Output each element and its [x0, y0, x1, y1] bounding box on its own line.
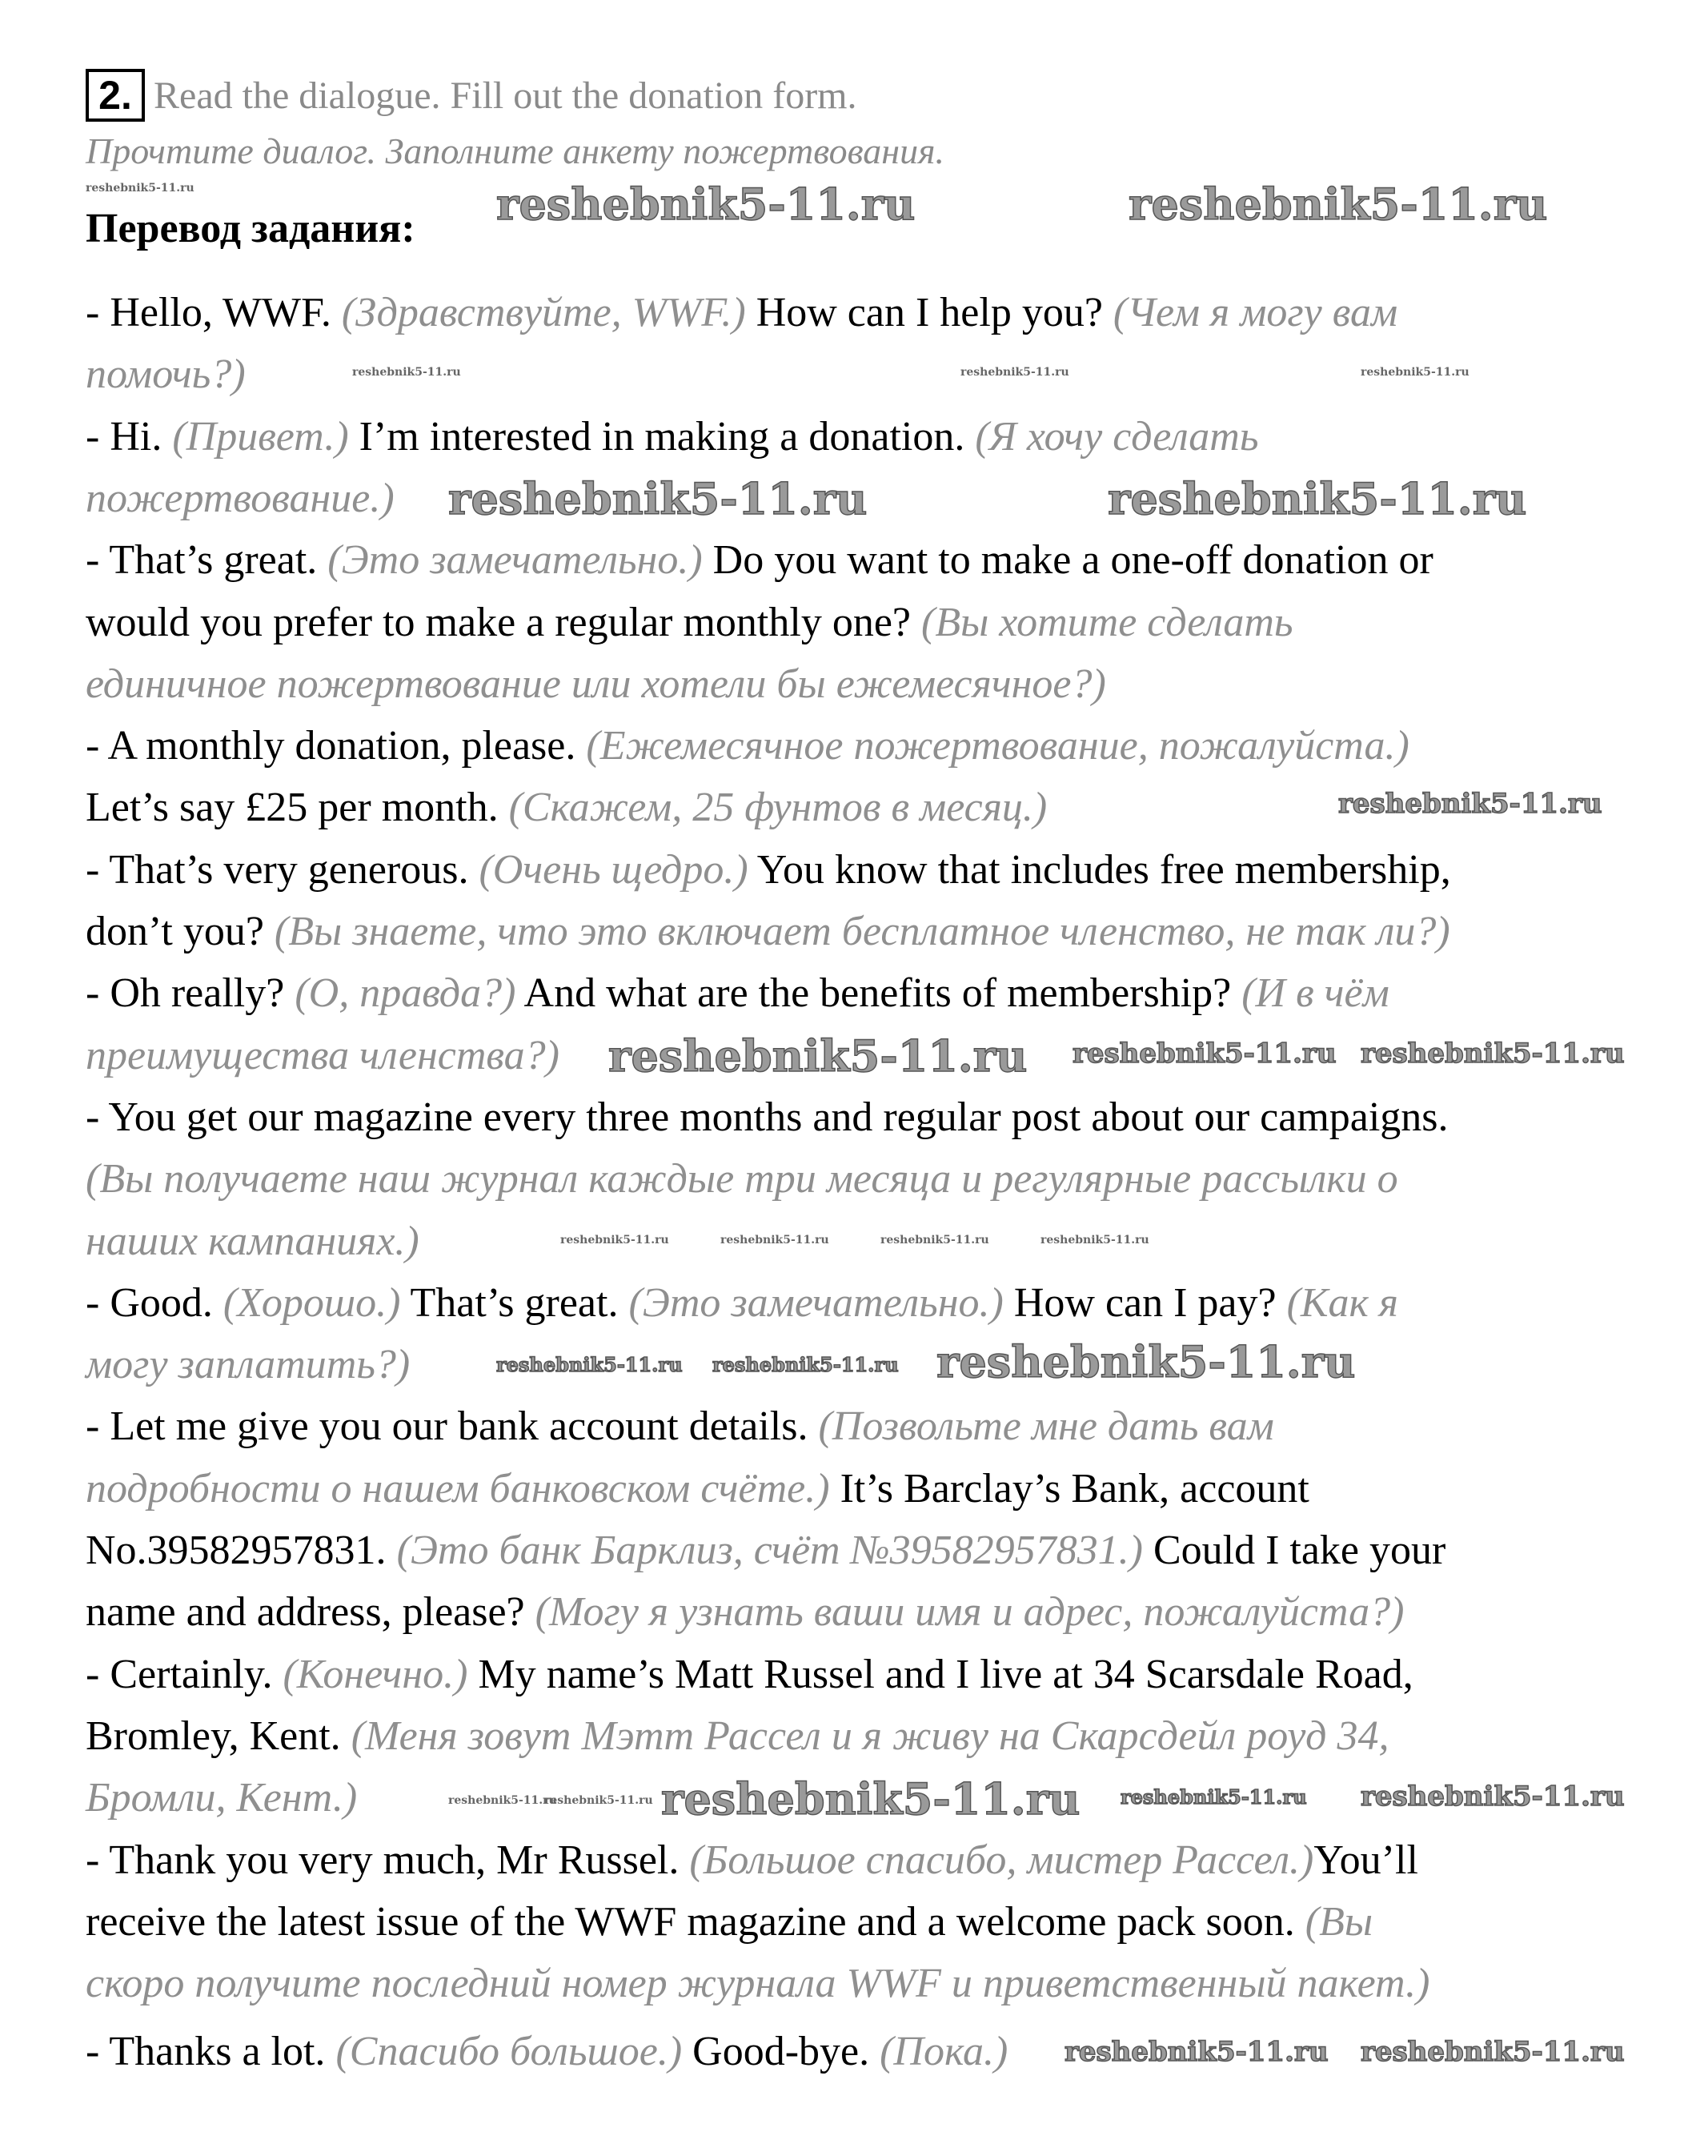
russian-translation: (Большое спасибо, мистер Рассел.) — [689, 1837, 1314, 1883]
dialogue-line — [86, 1031, 559, 1081]
russian-translation: (И в чём — [1241, 970, 1389, 1017]
english-text: - Let me give you our bank account details. — [86, 1403, 819, 1450]
russian-translation: (Конечно.) — [283, 1651, 468, 1697]
task-instruction-ru: Прочтите диалог. Заполните анкету пожертвования. — [86, 130, 944, 171]
dialogue-line — [86, 783, 1047, 833]
english-text: That’s great. — [400, 1279, 629, 1326]
russian-translation: (Это банк Барклиз, счёт №39582957831.) — [396, 1528, 1143, 1573]
russian-translation: (Вы знаете, что это включает бесплатное членство, не так ли?) — [274, 909, 1450, 954]
dialogue-line — [86, 1588, 1404, 1637]
watermark: reshebnik5-11.ru — [1108, 473, 1527, 524]
watermark: reshebnik5-11.ru — [1040, 1234, 1149, 1247]
english-text: - Oh really? — [86, 970, 295, 1017]
dialogue-line — [86, 1154, 1398, 1204]
dialogue-line — [86, 1959, 1429, 2009]
russian-translation: Бромли, Кент.) — [86, 1775, 358, 1821]
english-text: How can I help you? — [745, 290, 1113, 335]
dialogue-line — [86, 1464, 1309, 1514]
english-text: How can I pay? — [1003, 1279, 1287, 1326]
dialogue-line — [86, 721, 1409, 771]
english-text: name and address, please? — [86, 1589, 535, 1636]
english-text: would you prefer to make a regular monthly one? — [86, 599, 921, 645]
english-text: - You get our magazine every three months and regular post about our campaigns. — [86, 1094, 1449, 1140]
russian-translation: (Хорошо.) — [223, 1279, 401, 1326]
english-text: It’s Barclay’s Bank, account — [829, 1465, 1309, 1512]
russian-translation: наших кампаниях.) — [86, 1218, 419, 1264]
watermark: reshebnik5-11.ru — [1361, 2036, 1625, 2068]
dialogue-line — [86, 660, 1106, 709]
watermark: reshebnik5-11.ru — [936, 1336, 1356, 1387]
english-text: - Good. — [86, 1279, 223, 1326]
watermark: reshebnik5-11.ru — [661, 1773, 1081, 1825]
watermark: reshebnik5-11.ru — [86, 182, 194, 195]
watermark: reshebnik5-11.ru — [880, 1234, 989, 1247]
watermark: reshebnik5-11.ru — [544, 1794, 653, 1807]
dialogue-line — [86, 1217, 419, 1267]
watermark: reshebnik5-11.ru — [960, 366, 1069, 379]
english-text: And what are the benefits of membership? — [515, 970, 1242, 1017]
russian-translation: (Скажем, 25 фунтов в месяц.) — [508, 785, 1048, 831]
russian-translation: (Здравствуйте, WWF.) — [341, 290, 746, 335]
english-text: - Thanks a lot. — [86, 2029, 336, 2075]
russian-translation: (Чем я могу вам — [1113, 290, 1398, 335]
watermark: reshebnik5-11.ru — [560, 1234, 669, 1247]
watermark: reshebnik5-11.ru — [1129, 179, 1548, 230]
english-text: You’ll — [1313, 1837, 1418, 1883]
watermark: reshebnik5-11.ru — [1361, 1781, 1625, 1813]
watermark: reshebnik5-11.ru — [1361, 366, 1469, 379]
russian-translation: (Я хочу сделать — [975, 413, 1259, 460]
russian-translation: скоро получите последний номер журнала WWF и приветственный пакет.) — [86, 1961, 1430, 2007]
dialogue-line — [86, 1712, 1389, 1761]
watermark: reshebnik5-11.ru — [1064, 2036, 1329, 2068]
english-text: My name’s Matt Russel and I live at 34 Scarsdale Road, — [467, 1651, 1413, 1697]
watermark: reshebnik5-11.ru — [352, 366, 461, 379]
russian-translation: (Это замечательно.) — [327, 537, 703, 584]
russian-translation: (Вы получаете наш журнал каждые три месяца и регулярные рассылки о — [86, 1156, 1398, 1202]
english-text: No.39582957831. — [86, 1528, 397, 1573]
dialogue-line — [86, 845, 1451, 895]
watermark: reshebnik5-11.ru — [712, 1353, 899, 1376]
russian-translation: помочь?) — [86, 351, 246, 398]
english-text: Good-bye. — [682, 2029, 880, 2075]
russian-translation: пожертвование.) — [86, 475, 395, 521]
dialogue-line — [86, 536, 1433, 585]
russian-translation: (Очень щедро.) — [479, 846, 748, 893]
watermark: reshebnik5-11.ru — [496, 179, 916, 230]
dialogue-line — [86, 2027, 1008, 2077]
dialogue-line — [86, 969, 1389, 1018]
english-text: receive the latest issue of the WWF magazine and a welcome pack soon. — [86, 1898, 1305, 1945]
english-text: - Hi. — [86, 413, 173, 460]
dialogue-line — [86, 1340, 410, 1390]
dialogue-line — [86, 1402, 1274, 1451]
dialogue-line — [86, 1836, 1418, 1885]
russian-translation: (Как я — [1286, 1279, 1398, 1326]
watermark: reshebnik5-11.ru — [1361, 1038, 1625, 1070]
english-text: Let’s say £25 per month. — [86, 785, 509, 831]
english-text: don’t you? — [86, 909, 275, 954]
watermark: reshebnik5-11.ru — [496, 1353, 683, 1376]
dialogue-line — [86, 350, 246, 399]
russian-translation: (Спасибо большое.) — [335, 2029, 683, 2075]
russian-translation: могу заплатить?) — [86, 1342, 411, 1388]
russian-translation: (Вы хотите сделать — [921, 599, 1293, 645]
dialogue-line — [86, 1650, 1413, 1700]
dialogue-line — [86, 474, 395, 524]
russian-translation: (Позвольте мне дать вам — [818, 1403, 1274, 1450]
dialogue-line — [86, 288, 1397, 338]
english-text: You know that includes free membership, — [748, 846, 1451, 893]
russian-translation: (О, правда?) — [295, 970, 516, 1017]
english-text: - Certainly. — [86, 1651, 283, 1697]
english-text: I’m interested in making a donation. — [348, 413, 976, 460]
watermark: reshebnik5-11.ru — [608, 1030, 1028, 1082]
watermark: reshebnik5-11.ru — [720, 1234, 829, 1247]
russian-translation: (Вы — [1305, 1898, 1373, 1945]
english-text: - A monthly donation, please. — [86, 723, 587, 769]
watermark: reshebnik5-11.ru — [1121, 1785, 1307, 1809]
english-text: - That’s great. — [86, 537, 328, 584]
english-text: Could I take your — [1142, 1528, 1446, 1573]
russian-translation: преимущества членства?) — [86, 1032, 559, 1078]
dialogue-line — [86, 598, 1293, 648]
dialogue-line — [86, 1773, 357, 1823]
russian-translation: (Меня зовут Мэтт Рассел и я живу на Скарсдейл роуд 34, — [351, 1712, 1389, 1759]
dialogue-line — [86, 1526, 1445, 1576]
english-text: - Thank you very much, Mr Russel. — [86, 1837, 690, 1883]
russian-translation: (Могу я узнать ваши имя и адрес, пожалуйста?) — [535, 1589, 1405, 1636]
watermark: reshebnik5-11.ru — [1338, 788, 1602, 820]
russian-translation: (Привет.) — [172, 413, 349, 460]
russian-translation: подробности о нашем банковском счёте.) — [86, 1465, 830, 1512]
translation-heading: Перевод задания: — [86, 206, 415, 251]
dialogue-line — [86, 1279, 1398, 1328]
dialogue-line — [86, 1093, 1449, 1142]
dialogue-line — [86, 1897, 1373, 1947]
watermark: reshebnik5-11.ru — [448, 1794, 557, 1807]
task-number-box: 2. — [86, 69, 145, 122]
russian-translation: единичное пожертвование или хотели бы ежемесячное?) — [86, 660, 1106, 707]
russian-translation: (Пока.) — [880, 2029, 1008, 2075]
watermark: reshebnik5-11.ru — [448, 473, 868, 524]
english-text: Do you want to make a one-off donation or — [702, 537, 1433, 584]
watermark: reshebnik5-11.ru — [1073, 1038, 1337, 1070]
dialogue-line — [86, 412, 1259, 462]
english-text: Bromley, Kent. — [86, 1712, 351, 1759]
english-text: - Hello, WWF. — [86, 290, 342, 335]
task-instruction-en: Read the dialogue. Fill out the donation form. — [154, 74, 857, 117]
english-text: - That’s very generous. — [86, 846, 479, 893]
dialogue-line — [86, 907, 1450, 957]
russian-translation: (Ежемесячное пожертвование, пожалуйста.) — [586, 723, 1409, 769]
russian-translation: (Это замечательно.) — [628, 1279, 1004, 1326]
